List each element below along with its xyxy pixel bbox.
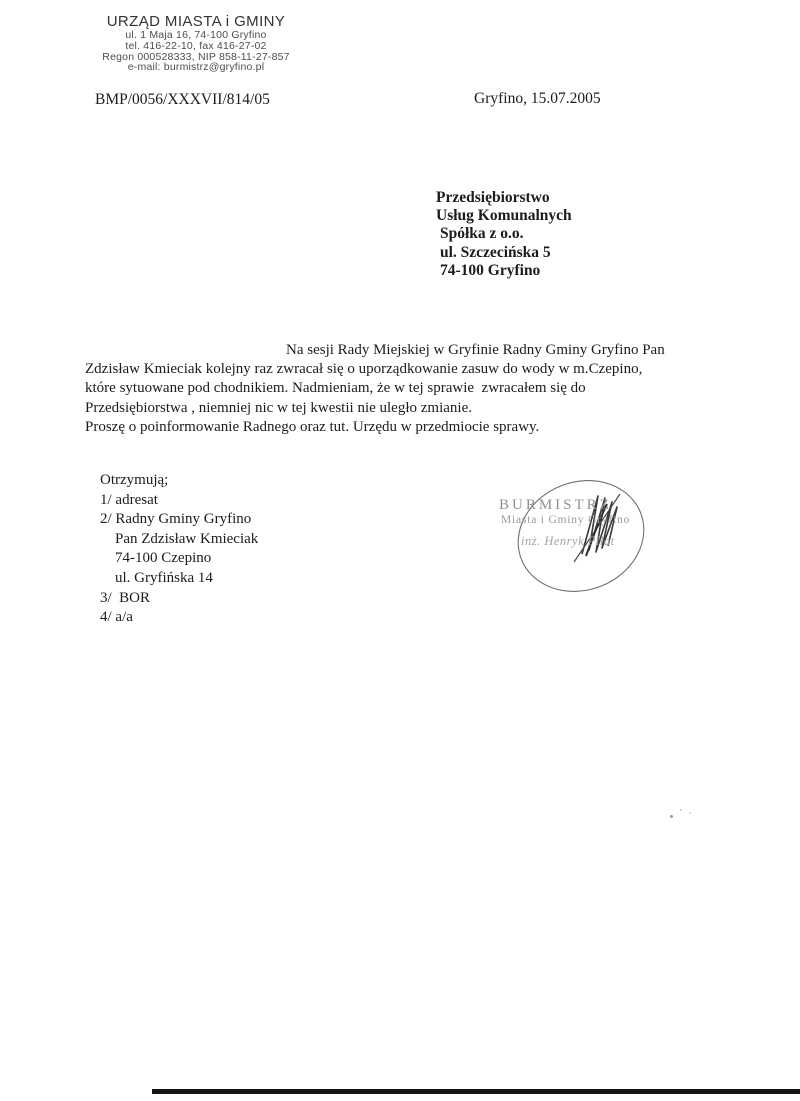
mayor-stamp-signature (486, 474, 666, 604)
scan-edge-bar (152, 1089, 800, 1094)
distribution-item: 74-100 Czepino (100, 550, 212, 567)
body-line: Proszę o poinformowanie Radnego oraz tut. Urzędu w przedmiocie sprawy. (85, 418, 540, 435)
letterhead (86, 13, 306, 73)
letter-body (85, 341, 665, 437)
body-line: które sytuowane pod chodnikiem. Nadmieniam, że w tej sprawie zwracałem się do (85, 380, 586, 397)
body-line: Przedsiębiorstwa , niemniej nic w tej kwestii nie uległo zmianie. (85, 399, 472, 416)
letterhead-regon-nip: Regon 000528333, NIP 858-11-27-857 (102, 50, 290, 63)
distribution-item: 1/ adresat (100, 491, 158, 508)
stamp-subtitle: Miasta i Gminy Gryfino (501, 514, 631, 526)
recipient-line: Przedsiębiorstwo (436, 189, 550, 206)
distribution-item: 3/ BOR (100, 589, 151, 606)
stamp-title: BURMISTRZ (499, 497, 612, 513)
stamp-signer-name: inż. Henryk Piłat (521, 534, 615, 548)
letterhead-phone: tel. 416-22-10, fax 416-27-02 (125, 39, 267, 52)
scan-smudge (668, 806, 694, 822)
recipient-line: ul. Szczecińska 5 (440, 243, 551, 261)
recipient-line: 74-100 Gryfino (440, 261, 541, 279)
distribution-list (100, 471, 258, 628)
letterhead-address: ul. 1 Maja 16, 74-100 Gryfino (125, 29, 267, 41)
body-line: Zdzisław Kmieciak kolejny raz zwracał się o uporządkowanie zasuw do wody w m.Czepino, (85, 361, 643, 378)
letter-date: Gryfino, 15.07.2005 (474, 90, 601, 107)
body-line: Na sesji Rady Miejskiej w Gryfinie Radny Gminy Gryfino Pan (286, 342, 665, 358)
distribution-item: Pan Zdzisław Kmieciak (100, 530, 259, 547)
distribution-item: 4/ a/a (100, 609, 133, 626)
distribution-heading: Otrzymują; (100, 472, 169, 488)
reference-number: BMP/0056/XXXVII/814/05 (95, 91, 270, 108)
distribution-item: ul. Gryfińska 14 (100, 569, 213, 586)
distribution-item: 2/ Radny Gminy Gryfino (100, 511, 252, 528)
recipient-line: Spółka z o.o. (440, 225, 524, 243)
letterhead-email: e-mail: burmistrz@gryfino.pl (127, 61, 265, 74)
recipient-block (436, 189, 572, 280)
letterhead-org-name: URZĄD MIASTA i GMINY (106, 13, 286, 30)
recipient-line: Usług Komunalnych (436, 207, 572, 225)
